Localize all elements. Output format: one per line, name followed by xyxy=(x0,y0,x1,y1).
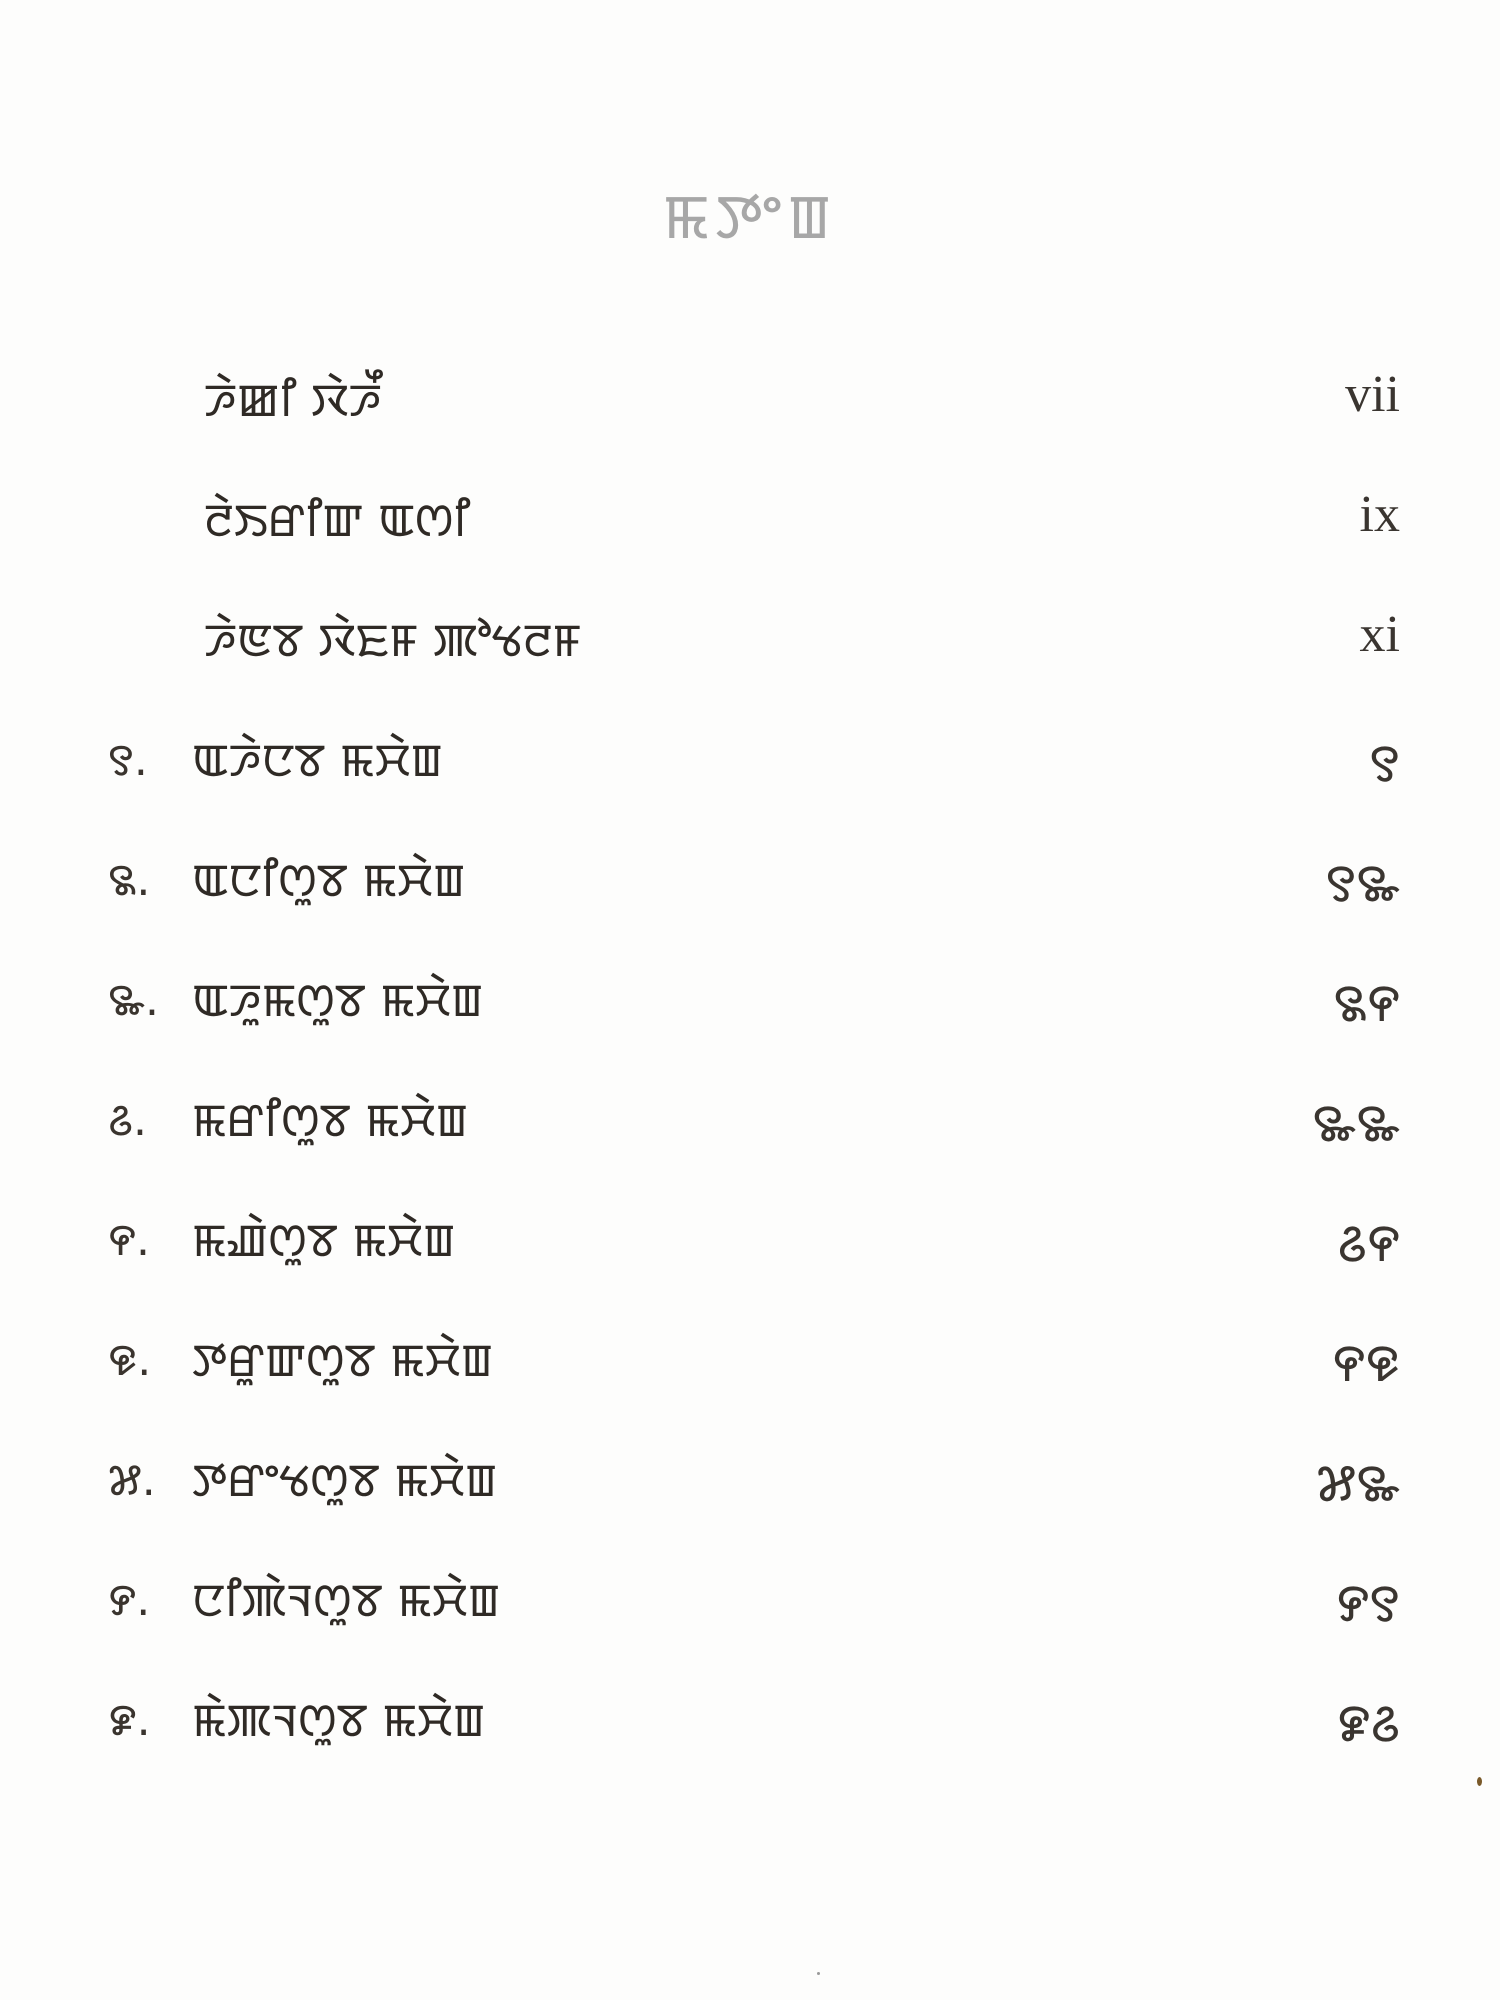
chapter-title: ꯇꯔꯦꯠꯁꯨꯕ ꯃꯆꯥꯡ xyxy=(192,1453,498,1507)
chapter-number: ꯶. xyxy=(108,1335,152,1386)
toc-entry-chapter[interactable] xyxy=(0,1665,1500,1785)
chapter-number: ꯱. xyxy=(108,735,148,786)
paper-speck xyxy=(1477,1777,1482,1786)
chapter-title: ꯅꯤꯄꯥꯜꯁꯨꯕ ꯃꯆꯥꯡ xyxy=(192,1573,501,1627)
chapter-page: ꯱꯳ xyxy=(1325,856,1400,913)
chapter-page: ꯴꯵ xyxy=(1337,1216,1400,1273)
chapter-page: ꯷꯳ xyxy=(1316,1456,1400,1513)
toc-entry-chapter[interactable] xyxy=(0,1425,1500,1545)
toc-entry-label: ꯍꯥꯟꯕ ꯋꯥꯐꯝ ꯄꯣꯠꯂꯝ xyxy=(204,613,582,667)
chapter-page: ꯲꯵ xyxy=(1333,976,1400,1033)
toc-entry-chapter[interactable] xyxy=(0,945,1500,1065)
toc-entry-page: ix xyxy=(1359,486,1400,543)
chapter-title: ꯇꯔꯨꯛꯁꯨꯕ ꯃꯆꯥꯡ xyxy=(192,1333,494,1387)
chapter-number: ꯹. xyxy=(108,1695,151,1746)
toc-entry-label: ꯂꯥꯏꯔꯤꯛ ꯑꯁꯤ xyxy=(204,493,471,547)
paper-speck xyxy=(817,1972,820,1975)
toc-entry-chapter[interactable] xyxy=(0,705,1500,825)
toc-entry-page: vii xyxy=(1345,366,1400,423)
chapter-number: ꯳. xyxy=(108,975,160,1026)
toc-entry-front-matter[interactable] xyxy=(0,465,1500,585)
chapter-title: ꯑꯍꯨꯃꯁꯨꯕ ꯃꯆꯥꯡ xyxy=(192,973,484,1027)
toc-entry-chapter[interactable] xyxy=(0,1545,1500,1665)
chapter-page: ꯸꯱ xyxy=(1335,1576,1400,1633)
chapter-page: ꯳꯳ xyxy=(1312,1096,1400,1153)
toc-entry-chapter[interactable] xyxy=(0,825,1500,945)
page-title: ꯃꯇꯦꯡ xyxy=(662,180,838,253)
chapter-title: ꯃꯉꯥꯁꯨꯕ ꯃꯆꯥꯡ xyxy=(192,1213,456,1267)
chapter-number: ꯲. xyxy=(108,855,151,906)
chapter-title: ꯃꯥꯄꯜꯁꯨꯕ ꯃꯆꯥꯡ xyxy=(192,1693,486,1747)
chapter-number: ꯴. xyxy=(108,1095,147,1146)
chapter-number: ꯵. xyxy=(108,1215,151,1266)
toc-entry-front-matter[interactable] xyxy=(0,585,1500,705)
toc-entry-page: xi xyxy=(1359,606,1400,663)
chapter-title: ꯑꯅꯤꯁꯨꯕ ꯃꯆꯥꯡ xyxy=(192,853,466,907)
chapter-number: ꯷. xyxy=(108,1455,156,1506)
chapter-page: ꯹꯴ xyxy=(1336,1696,1400,1753)
chapter-page: ꯱ xyxy=(1369,736,1400,793)
toc-entry-chapter[interactable] xyxy=(0,1185,1500,1305)
toc-entry-label: ꯍꯥꯀꯤ ꯋꯥꯍꯩ xyxy=(204,373,382,427)
toc-entry-chapter[interactable] xyxy=(0,1305,1500,1425)
chapter-number: ꯸. xyxy=(108,1575,151,1626)
chapter-title: ꯃꯔꯤꯁꯨꯕ ꯃꯆꯥꯡ xyxy=(192,1093,469,1147)
toc-entry-front-matter[interactable] xyxy=(0,345,1500,465)
chapter-page: ꯵꯶ xyxy=(1332,1336,1400,1393)
chapter-title: ꯑꯍꯥꯅꯕ ꯃꯆꯥꯡ xyxy=(192,733,443,787)
toc-entry-chapter[interactable] xyxy=(0,1065,1500,1185)
table-of-contents xyxy=(0,345,1500,1785)
